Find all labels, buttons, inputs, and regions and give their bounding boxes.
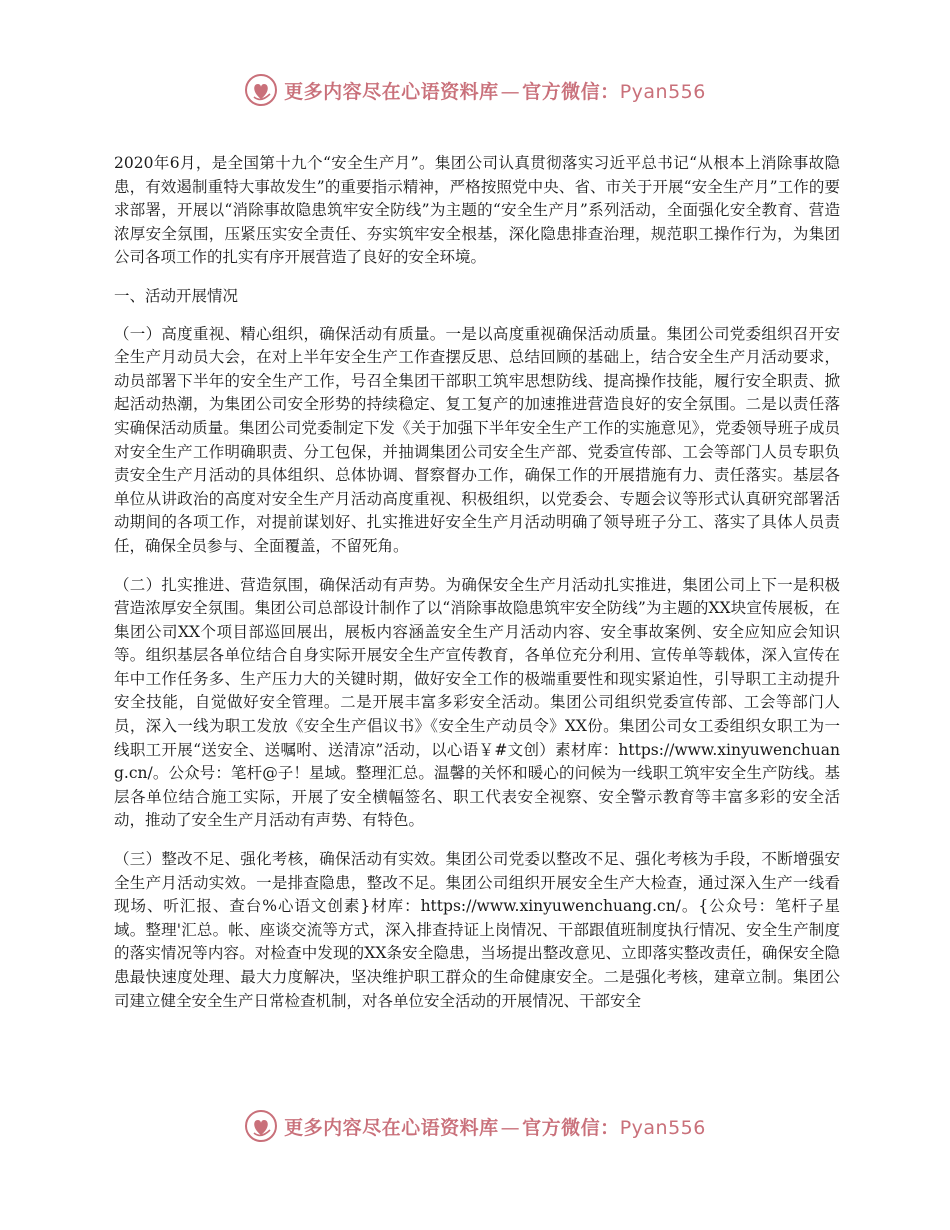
header-watermark-banner — [0, 70, 950, 110]
banner-dash: — — [500, 1116, 521, 1139]
paragraph-quality: （一）高度重视、精心组织，确保活动有质量。一是以高度重视确保活动质量。集团公司党委组织召开安全生产月动员大会，在对上半年安全生产工作查摆反思、总结回顾的基础上，结合安全生产月活动要求，动员部署下半年的安全生产工作，号召全集团干部职工筑牢思想防线、提高操作技能，履行安全职责、掀起活动热潮，为集团公司安全形势的持续稳定、复工复产的加速推进营造良好的安全氛围。二是以责任落实确保活动质量。集团公司党委制定下发《关于加强下半年安全生产工作的实施意见》，党委领导班子成员对安全生产工作明确职责、分工包保，并抽调集团公司安全生产部、党委宣传部、工会等部门人员专职负责安全生产月活动的具体组织、总体协调、督察督办工作，确保工作的开展措施有力、责任落实。基层各单位从讲政治的高度对安全生产月活动高度重视、积极组织，以党委会、专题会议等形式认真研究部署活动期间的各项工作，对提前谋划好、扎实推进好安全生产月活动明确了领导班子分工、落实了具体人员责任，确保全员参与、全面覆盖，不留死角。 — [114, 324, 840, 555]
banner-slogan: 更多内容尽在心语资料库 — [284, 1116, 499, 1139]
paragraph-effectiveness: （三）整改不足、强化考核，确保活动有实效。集团公司党委以整改不足、强化考核为手段，不断增强安全生产月活动实效。一是排查隐患，整改不足。集团公司组织开展安全生产大检查，通过深入生产一线看现场、听汇报、查台%心语文创素}材库：https://www.xinyuwenchuang.cn/。{公众号：笔杆子星域。整理'汇总。帐、座谈交流等方式，深入排查持证上岗情况、干部跟值班制度执行情况、安全生产制度的落实情况等内容。对检查中发现的XX条安全隐患，当场提出整改意见、立即落实整改责任，确保安全隐患最快速度处理、最大力度解决，坚决维护职工群众的生命健康安全。二是强化考核，建章立制。集团公司建立健全安全生产日常检查机制，对各单位安全活动的开展情况、干部安全 — [114, 850, 840, 1010]
banner-wechat-id: Pyan556 — [619, 80, 706, 103]
banner-wechat-label: 官方微信： — [522, 1116, 620, 1139]
banner-text — [284, 1113, 706, 1140]
brand-logo-icon — [244, 73, 278, 107]
brand-logo-icon — [244, 1109, 278, 1143]
intro-paragraph: 2020年6月，是全国第十九个“安全生产月”。集团公司认真贯彻落实习近平总书记“从根本上消除事故隐患，有效遏制重特大事故发生”的重要指示精神，严格按照党中央、省、市关于开展“安全生产月”工作的要求部署，开展以“消除事故隐患筑牢安全防线”为主题的“安全生产月”系列活动，全面强化安全教育、营造浓厚安全氛围，压紧压实安全责任、夯实筑牢安全根基，深化隐患排查治理，规范职工操作行为，为集团公司各项工作的扎实有序开展营造了良好的安全环境。 — [114, 154, 840, 267]
banner-text — [284, 77, 706, 104]
document-body — [114, 152, 840, 1028]
section-heading: 一、活动开展情况 — [114, 286, 239, 305]
banner-wechat-id: Pyan556 — [619, 1116, 706, 1139]
paragraph-momentum: （二）扎实推进、营造氛围，确保活动有声势。为确保安全生产月活动扎实推进，集团公司上下一是积极营造浓厚安全氛围。集团公司总部设计制作了以“消除事故隐患筑牢安全防线”为主题的XX块宣传展板，在集团公司XX个项目部巡回展出，展板内容涵盖安全生产月活动内容、安全事故案例、安全应知应会知识等。组织基层各单位结合自身实际开展安全生产宣传教育，各单位充分利用、宣传单等载体，深入宣传在年中工作任务多、生产压力大的关键时期，做好安全工作的极端重要性和现实紧迫性，引导职工主动提升安全技能，自觉做好安全管理。二是开展丰富多彩安全活动。集团公司组织党委宣传部、工会等部门人员，深入一线为职工发放《安全生产倡议书》《安全生产动员令》XX份。集团公司女工委组织女职工为一线职工开展“送安全、送嘱咐、送清凉”活动，以心语￥#文创）素材库：https://www.xinyuwenchuang.cn/。公众号：笔杆@子！星域。整理汇总。温馨的关怀和暖心的问候为一线职工筑牢安全生产防线。基层各单位结合施工实际，开展了安全横幅签名、职工代表安全视察、安全警示教育等丰富多彩的安全活动，推动了安全生产月活动有声势、有特色。 — [114, 575, 840, 830]
banner-slogan: 更多内容尽在心语资料库 — [284, 80, 499, 103]
footer-watermark-banner — [0, 1106, 950, 1146]
banner-wechat-label: 官方微信： — [522, 80, 620, 103]
banner-dash: — — [500, 80, 521, 103]
